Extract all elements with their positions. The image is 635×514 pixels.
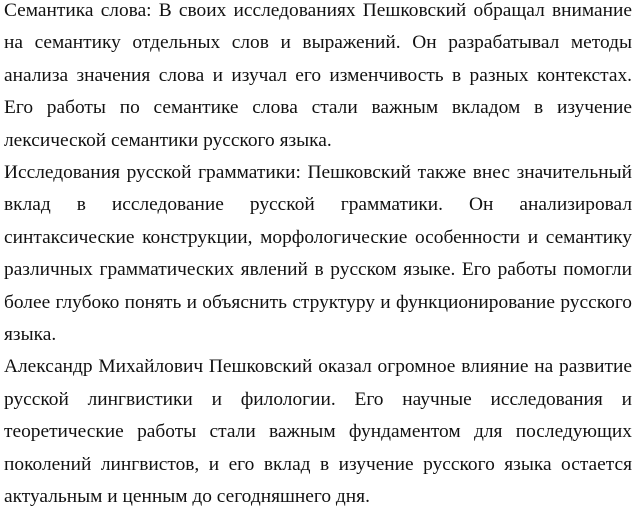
- paragraph-influence: Александр Михайлович Пешковский оказал огромное влияние на развитие русской лингвистики и филологии. Его научные исследования и теоретические работы стали важным фундаментом для последующих поколений лингвистов, и его вклад в изучение русского языка остается актуальным и ценным до сегодняшнего дня.: [4, 356, 632, 508]
- paragraph-word-semantics: Семантика слова: В своих исследованиях Пешковский обращал внимание на семантику отдельных слов и выражений. Он разрабатывал методы анализа значения слова и изучал его изменчивость в разных контекстах. Его работы по семантике слова стали важным вкладом в изучение лексической семантики русского языка.: [4, 0, 632, 151]
- paragraph-russian-grammar: Исследования русской грамматики: Пешковский также внес значительный вклад в исследование русской грамматики. Он анализировал синтаксические конструкции, морфологические особенности и семантику различных грамматических явлений в русском языке. Его работы помогли более глубоко понять и объяснить структуру и функционирование русского языка.: [4, 162, 632, 346]
